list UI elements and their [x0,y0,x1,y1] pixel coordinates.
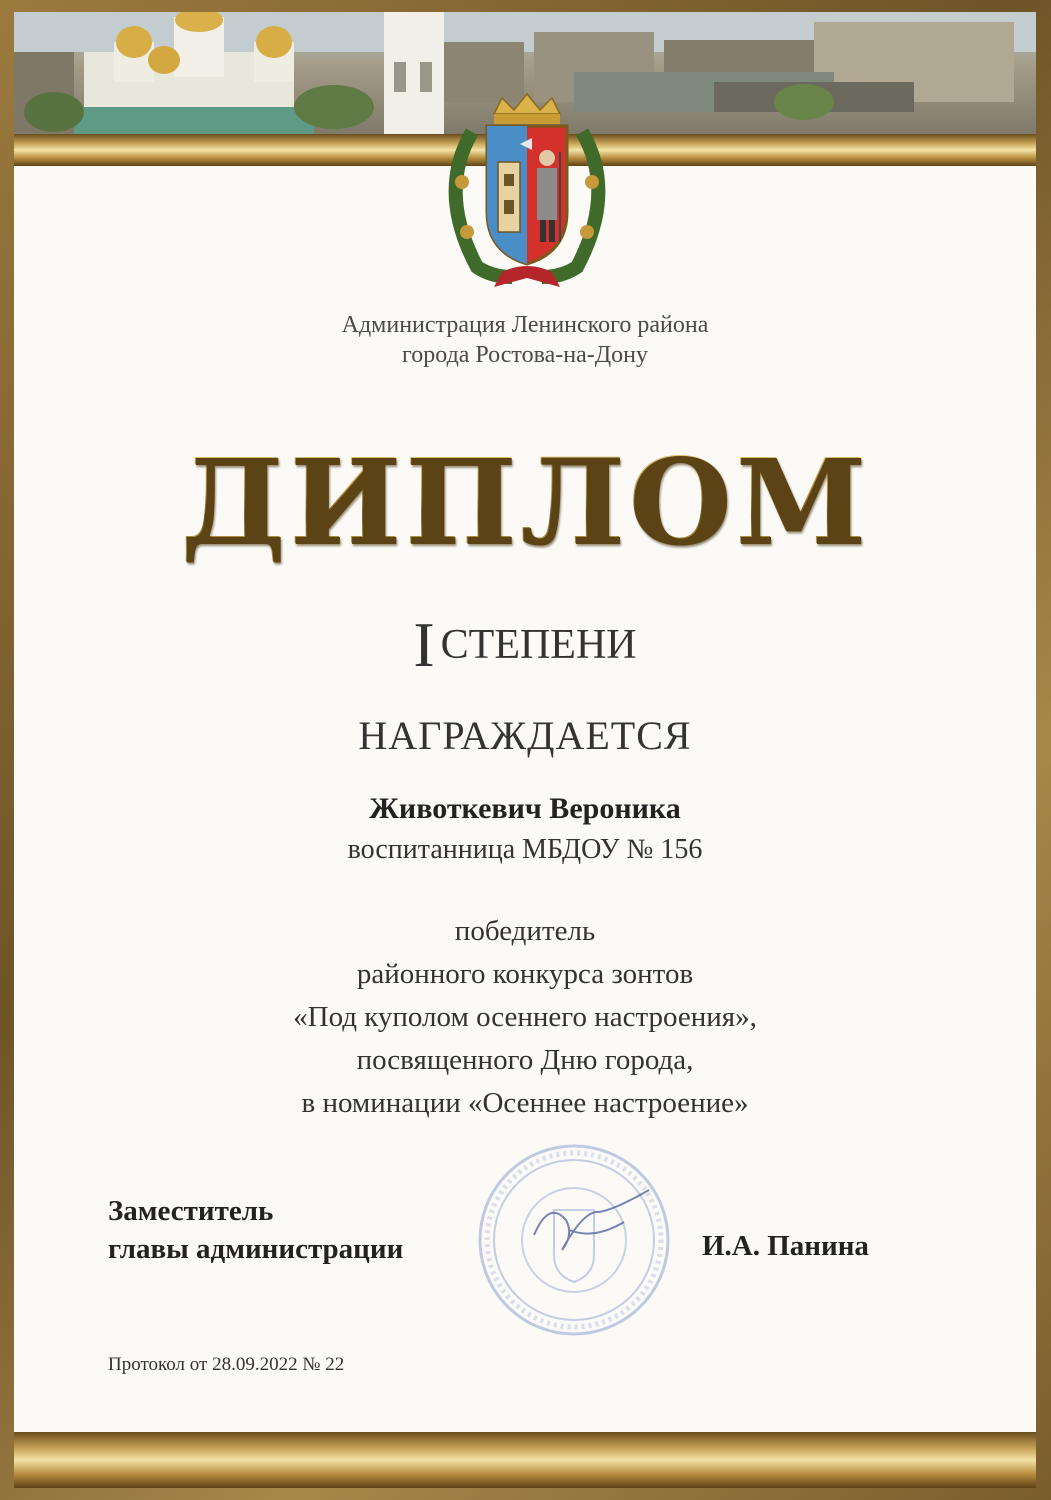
reason-line: посвященного Дню города, [356,1044,694,1076]
bottom-gold-band [14,1432,1036,1488]
certificate-sheet [14,12,1036,1488]
certificate-title: ДИПЛОМ [14,432,1036,571]
signer-position-line-1: Заместитель [108,1195,274,1227]
recipient-name: Животкевич Вероника [369,792,681,825]
issuer-block [14,310,1036,370]
rostov-coat-of-arms-icon [432,92,622,292]
degree-label: СТЕПЕНИ [440,622,637,668]
awarded-label: НАГРАЖДАЕТСЯ [358,713,692,758]
issuer-line-1: Администрация Ленинского района [341,312,709,338]
degree-line [14,608,1036,682]
degree-roman: I [413,609,435,680]
handwritten-signature-icon [534,1190,649,1250]
recipient-affiliation: воспитанница МБДОУ № 156 [347,834,703,865]
issuer-line-2: города Ростова-на-Дону [402,342,648,368]
protocol-reference: Протокол от 28.09.2022 № 22 [108,1354,345,1375]
award-reason [14,910,1036,1125]
reason-line: «Под куполом осеннего настроения», [293,1001,757,1033]
signer-position [108,1192,403,1268]
reason-line: районного конкурса зонтов [356,958,694,990]
official-seal-icon [474,1140,674,1340]
signer-position-line-2: главы администрации [108,1233,404,1265]
signer-name: И.А. Панина [702,1230,869,1262]
reason-line: победитель [454,915,596,947]
reason-line: в номинации «Осеннее настроение» [301,1087,749,1119]
